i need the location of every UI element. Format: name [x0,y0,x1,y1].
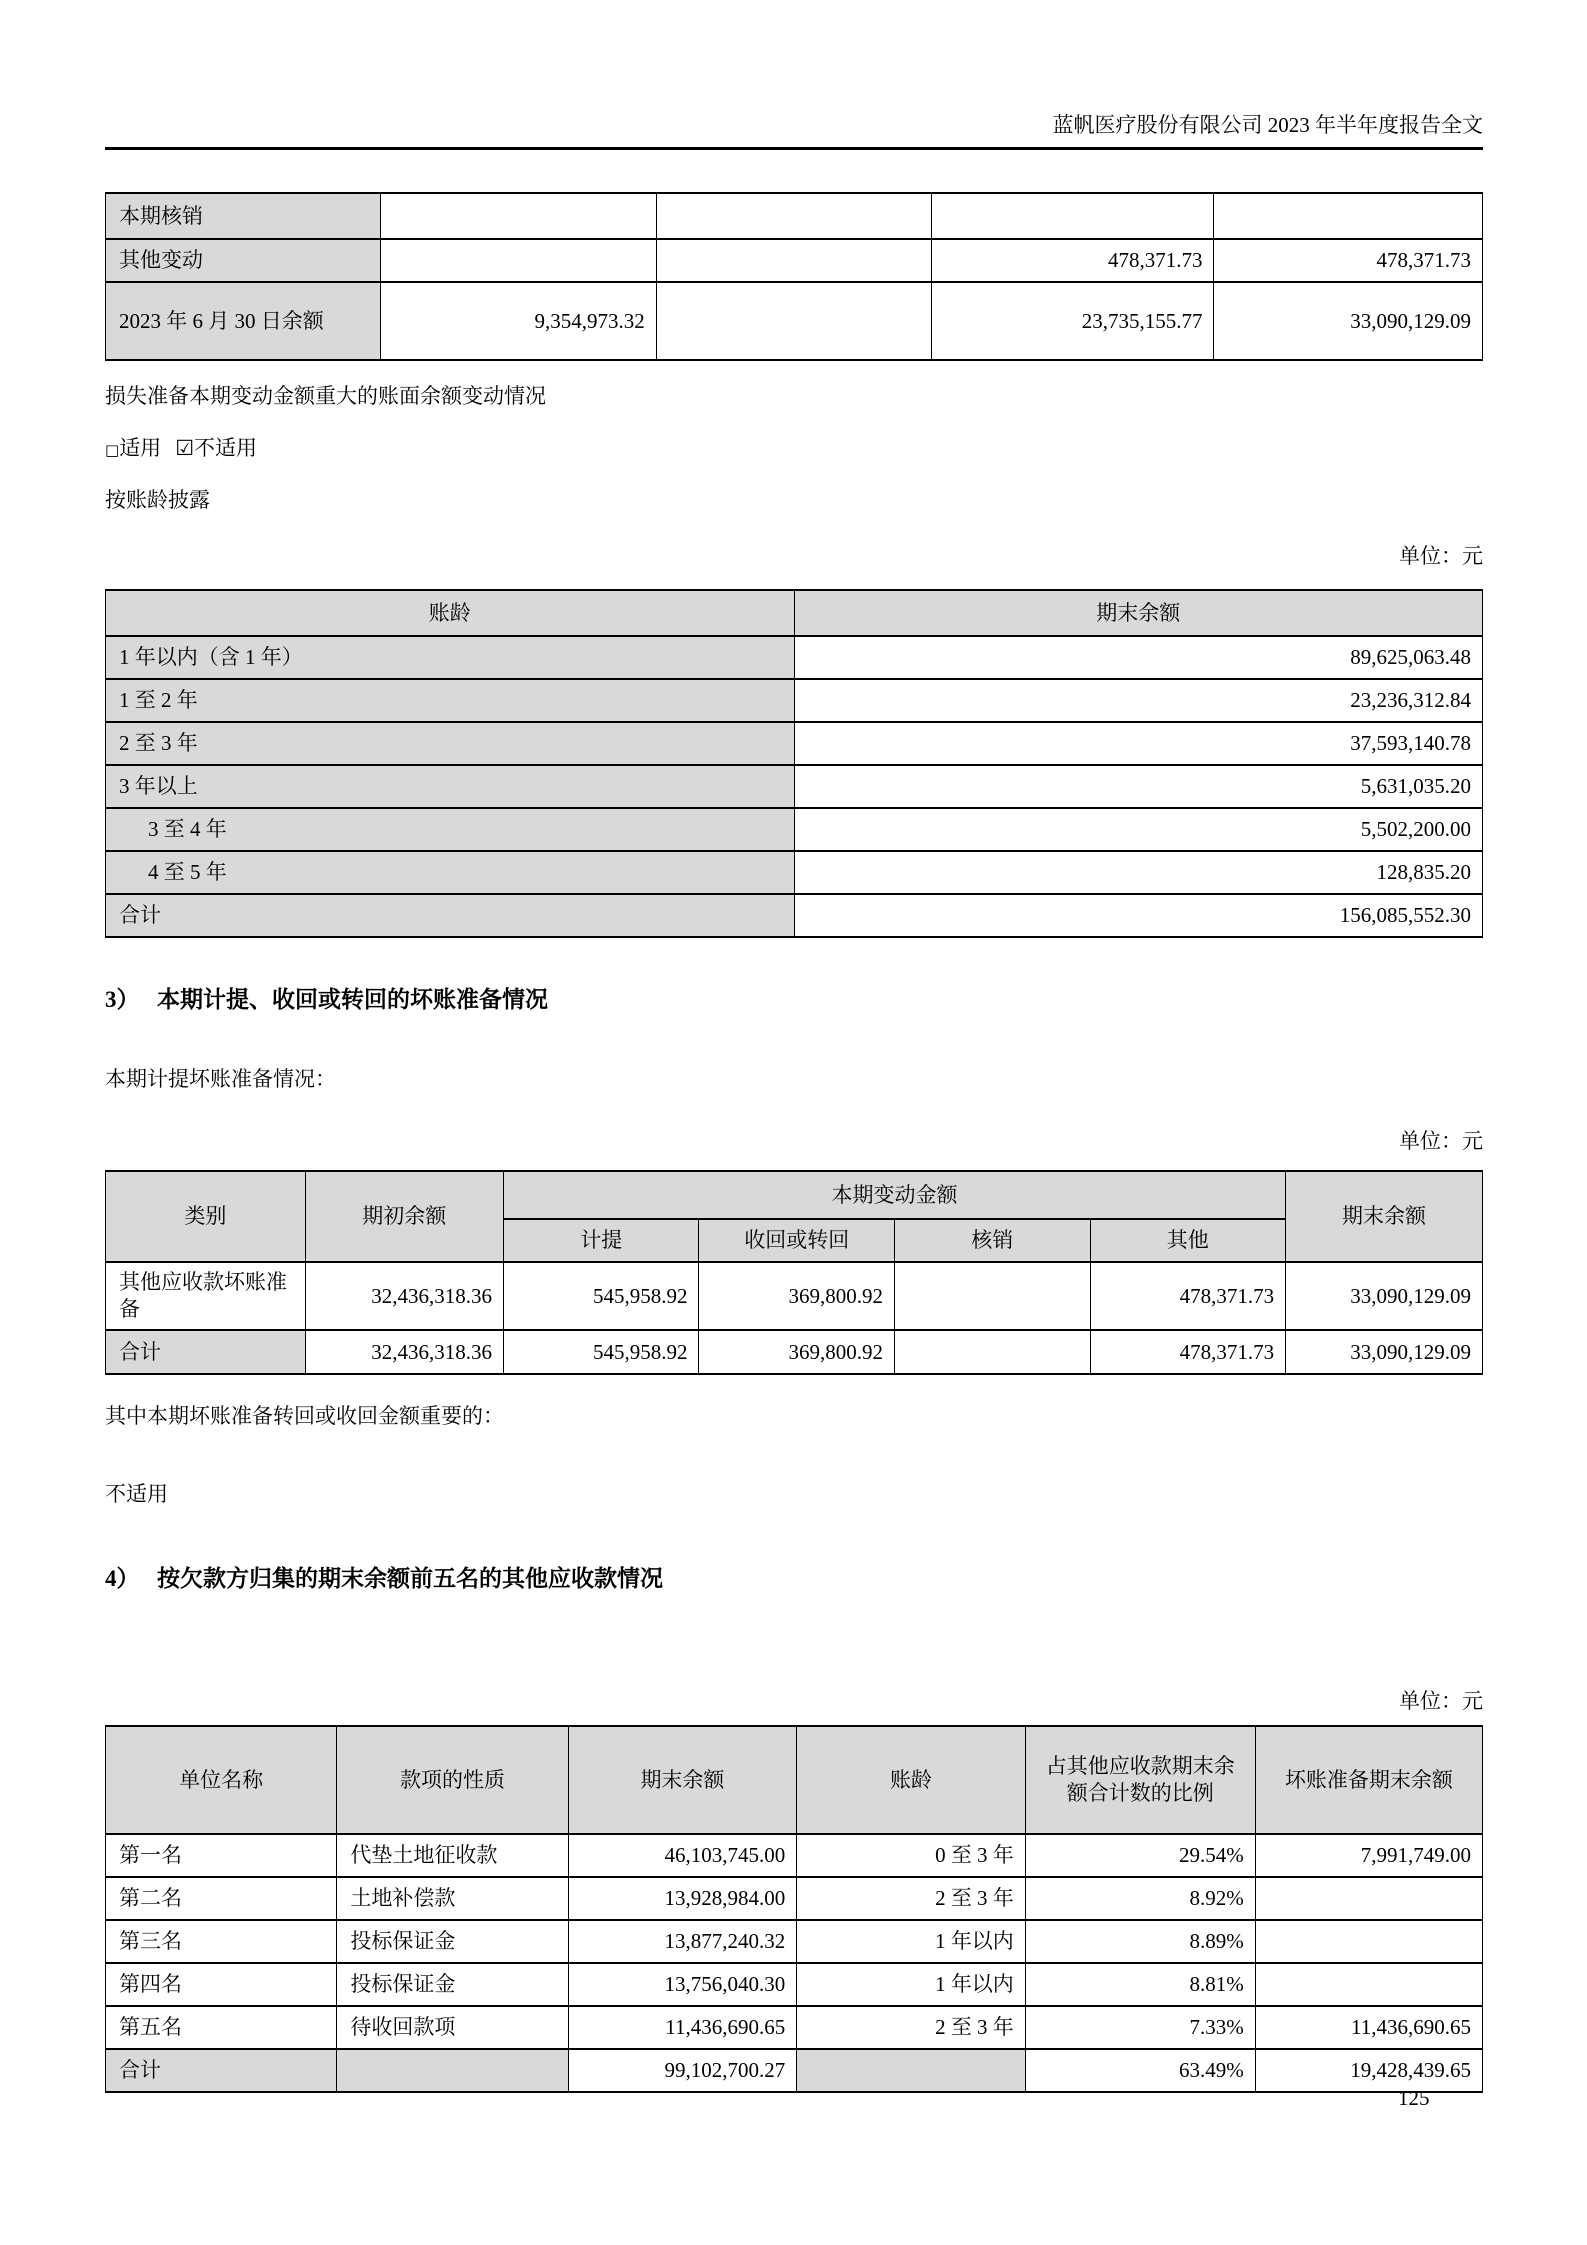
cell-nature: 投标保证金 [337,1920,568,1963]
not-applicable-label: 不适用 [194,436,258,460]
cell-value: 156,085,552.30 [794,894,1483,937]
cell-provision [1255,1963,1482,2006]
cell-nature: 代垫土地征收款 [337,1834,568,1877]
row-label: 第二名 [106,1877,337,1920]
row-label: 其他变动 [106,239,381,282]
cell-balance: 13,928,984.00 [568,1877,797,1920]
section-4-title: 按欠款方归集的期末余额前五名的其他应收款情况 [157,1566,663,1591]
cell-value: 23,236,312.84 [794,679,1483,722]
column-header-category: 类别 [106,1171,306,1262]
table-header-row [106,1726,1483,1834]
cell-ratio: 7.33% [1025,2006,1255,2049]
column-header-recovery: 收回或转回 [699,1219,895,1262]
column-header-accrual: 计提 [503,1219,699,1262]
applicability-line [105,435,1483,463]
cell-balance: 46,103,745.00 [568,1834,797,1877]
table-header-row [106,590,1483,636]
cell-value: 23,735,155.77 [932,282,1214,360]
table-row [106,894,1483,937]
column-header-aging: 账龄 [106,590,795,636]
row-label: 3 年以上 [106,765,795,808]
table-row [106,851,1483,894]
row-label: 2023 年 6 月 30 日余额 [106,282,381,360]
aging-disclosure-note: 按账龄披露 [105,488,210,512]
cell-nature: 待收回款项 [337,2006,568,2049]
row-label: 4 至 5 年 [106,851,795,894]
cell-value [1214,193,1483,239]
page-number: 125 [1398,2086,1430,2110]
unit-label: 单位：元 [1399,1129,1483,1153]
row-label: 第四名 [106,1963,337,2006]
cell-value: 478,371.73 [1090,1262,1286,1330]
cell-provision [1255,1877,1482,1920]
cell-value: 33,090,129.09 [1286,1330,1483,1374]
table-row [106,1877,1483,1920]
cell-value [656,239,931,282]
column-header-writeoff: 核销 [895,1219,1091,1262]
row-label: 本期核销 [106,193,381,239]
cell-value: 545,958.92 [503,1262,699,1330]
table-row [106,1920,1483,1963]
section-4-number: 4） [105,1566,140,1591]
table-row [106,679,1483,722]
cell-value: 37,593,140.78 [794,722,1483,765]
table-row [106,808,1483,851]
table-row [106,282,1483,360]
cell-nature: 投标保证金 [337,1963,568,2006]
cell-value [656,282,931,360]
row-label: 其他应收款坏账准备 [106,1262,306,1330]
column-header-balance: 期末余额 [568,1726,797,1834]
cell-balance: 13,877,240.32 [568,1920,797,1963]
cell-balance: 11,436,690.65 [568,2006,797,2049]
unit-label: 单位：元 [1399,544,1483,568]
provision-table [105,1170,1483,1375]
applicable-label: 适用 [119,436,162,460]
row-label: 1 至 2 年 [106,679,795,722]
important-recovery-note: 其中本期坏账准备转回或收回金额重要的： [105,1404,504,1428]
cell-value: 33,090,129.09 [1286,1262,1483,1330]
checkbox-unchecked-icon: □ [105,441,120,459]
cell-aging: 2 至 3 年 [797,1877,1026,1920]
unit-label: 单位：元 [1399,1689,1483,1713]
cell-value [895,1262,1091,1330]
cell-value: 32,436,318.36 [305,1330,503,1374]
cell-value: 545,958.92 [503,1330,699,1374]
row-label-total: 合计 [106,894,795,937]
cell-balance: 13,756,040.30 [568,1963,797,2006]
table-row [106,1834,1483,1877]
section-4-heading [105,1565,1483,1593]
section-3-title: 本期计提、收回或转回的坏账准备情况 [157,987,548,1012]
cell-aging: 1 年以内 [797,1963,1026,2006]
cell-balance: 99,102,700.27 [568,2049,797,2092]
row-label: 第三名 [106,1920,337,1963]
section-3-heading [105,986,1483,1014]
row-label: 第五名 [106,2006,337,2049]
section-3-number: 3） [105,987,140,1012]
row-label-total: 合计 [106,2049,337,2092]
table-row [106,193,1483,239]
checkbox-checked-icon: ☑ [175,436,195,460]
cell-value: 9,354,973.32 [381,282,656,360]
table-row [106,1262,1483,1330]
cell-value: 89,625,063.48 [794,636,1483,679]
cell-aging: 2 至 3 年 [797,2006,1026,2049]
row-label: 1 年以内（含 1 年） [106,636,795,679]
cell-value: 478,371.73 [1214,239,1483,282]
table-header-row [106,1171,1483,1219]
cell-value [381,193,656,239]
column-header-ratio: 占其他应收款期末余额合计数的比例 [1025,1726,1255,1834]
cell-value: 5,631,035.20 [794,765,1483,808]
cell-value: 5,502,200.00 [794,808,1483,851]
row-label-total: 合计 [106,1330,306,1374]
cell-aging: 0 至 3 年 [797,1834,1026,1877]
table-row [106,1963,1483,2006]
column-header-nature: 款项的性质 [337,1726,568,1834]
cell-value: 369,800.92 [699,1262,895,1330]
column-header-movement: 本期变动金额 [503,1171,1285,1219]
column-header-closing: 期末余额 [1286,1171,1483,1262]
cell-nature: 土地补偿款 [337,1877,568,1920]
table-row [106,636,1483,679]
cell-value: 33,090,129.09 [1214,282,1483,360]
cell-ratio: 63.49% [1025,2049,1255,2092]
table-row [106,2049,1483,2092]
row-label: 2 至 3 年 [106,722,795,765]
cell-value: 128,835.20 [794,851,1483,894]
table-row [106,765,1483,808]
cell-aging: 1 年以内 [797,1920,1026,1963]
table-row [106,2006,1483,2049]
top5-table [105,1725,1483,2093]
cell-value: 478,371.73 [1090,1330,1286,1374]
cell-provision: 11,436,690.65 [1255,2006,1482,2049]
cell-provision: 7,991,749.00 [1255,1834,1482,1877]
movement-table [105,192,1483,361]
not-applicable-text: 不适用 [105,1482,168,1506]
column-header-provision: 坏账准备期末余额 [1255,1726,1482,1834]
cell-ratio: 8.81% [1025,1963,1255,2006]
cell-ratio: 8.92% [1025,1877,1255,1920]
table-row [106,722,1483,765]
cell-value [656,193,931,239]
row-label: 第一名 [106,1834,337,1877]
cell-value: 369,800.92 [699,1330,895,1374]
cell-value [932,193,1214,239]
cell-ratio: 8.89% [1025,1920,1255,1963]
column-header-balance: 期末余额 [794,590,1483,636]
cell-aging [797,2049,1026,2092]
cell-ratio: 29.54% [1025,1834,1255,1877]
column-header-other: 其他 [1090,1219,1286,1262]
cell-value [895,1330,1091,1374]
column-header-aging: 账龄 [797,1726,1026,1834]
cell-provision: 19,428,439.65 [1255,2049,1482,2092]
cell-value: 478,371.73 [932,239,1214,282]
report-header-title: 蓝帆医疗股份有限公司 2023 年半年度报告全文 [105,112,1483,150]
aging-table [105,589,1483,938]
cell-provision [1255,1920,1482,1963]
table-row [106,1330,1483,1374]
column-header-opening: 期初余额 [305,1171,503,1262]
column-header-name: 单位名称 [106,1726,337,1834]
cell-nature [337,2049,568,2092]
section-3-subtitle: 本期计提坏账准备情况： [105,1067,336,1091]
cell-value [381,239,656,282]
row-label: 3 至 4 年 [106,808,795,851]
cell-value: 32,436,318.36 [305,1262,503,1330]
table-row [106,239,1483,282]
loss-change-intro: 损失准备本期变动金额重大的账面余额变动情况 [105,384,546,408]
